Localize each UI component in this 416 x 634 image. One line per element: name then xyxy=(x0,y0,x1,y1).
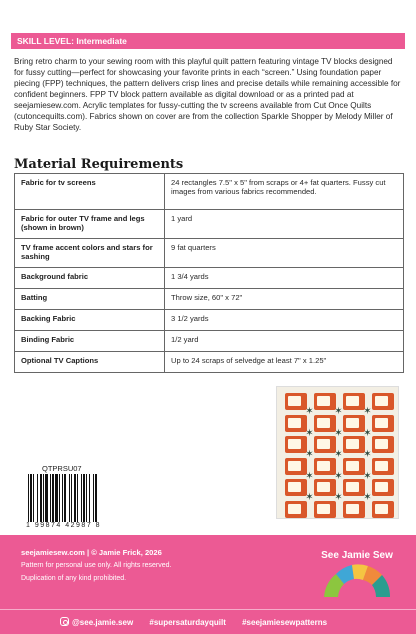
material-name: Fabric for outer TV frame and legs (shown in brown) xyxy=(15,210,165,239)
material-name: Batting xyxy=(15,289,165,310)
quilt-cover-image xyxy=(276,386,399,519)
footer-duplication-notice: Duplication of any kind prohibited. xyxy=(21,575,127,582)
barcode-bar xyxy=(50,474,51,522)
material-requirements-table xyxy=(14,173,404,373)
material-amount: Throw size, 60" x 72" xyxy=(165,289,404,310)
quilt-tv-block xyxy=(372,479,394,496)
quilt-star: ✶ xyxy=(305,427,314,439)
quilt-tv-block xyxy=(343,415,365,432)
quilt-star: ✶ xyxy=(334,449,343,460)
quilt-star: ✶ xyxy=(305,449,314,460)
barcode-bar xyxy=(74,474,76,522)
material-requirements-title: Material Requirements xyxy=(14,157,184,172)
quilt-tv-block xyxy=(372,393,394,410)
quilt-star: ✶ xyxy=(305,470,314,482)
footer-site-copyright: seejamiesew.com | © Jamie Frick, 2026 xyxy=(21,548,162,557)
quilt-tv-block xyxy=(372,458,394,475)
material-name: Binding Fabric xyxy=(15,331,165,352)
table-row xyxy=(15,310,404,331)
barcode-bar xyxy=(69,474,70,522)
quilt-tv-block xyxy=(372,501,394,518)
barcode-bar xyxy=(95,474,97,522)
material-amount: 9 fat quarters xyxy=(165,239,404,268)
quilt-star: ✶ xyxy=(363,470,372,482)
material-name: Optional TV Captions xyxy=(15,352,165,373)
material-name: Backing Fabric xyxy=(15,310,165,331)
table-row xyxy=(15,210,404,239)
quilt-star: ✶ xyxy=(334,427,343,439)
barcode-bar xyxy=(28,474,29,522)
barcode-bar xyxy=(81,474,82,522)
logo-wordmark: See Jamie Sew xyxy=(321,550,393,561)
quilt-star: ✶ xyxy=(334,470,343,482)
quilt-star: ✶ xyxy=(363,449,372,460)
quilt-star: ✶ xyxy=(305,492,314,503)
quilt-tv-block xyxy=(343,393,365,410)
material-name: Fabric for tv screens xyxy=(15,174,165,210)
quilt-star: ✶ xyxy=(334,406,343,417)
footer-divider xyxy=(0,609,416,610)
table-row xyxy=(15,352,404,373)
barcode-number: 1 99874 42987 8 xyxy=(26,522,102,529)
quilt-star: ✶ xyxy=(363,492,372,503)
instagram-handle[interactable]: @see.jamie.sew xyxy=(60,618,133,627)
barcode-bar xyxy=(83,474,85,522)
quilt-tv-block xyxy=(285,501,307,518)
quilt-tv-block xyxy=(314,479,336,496)
social-links xyxy=(60,617,341,627)
table-row xyxy=(15,289,404,310)
barcode-bar xyxy=(89,474,90,522)
table-row xyxy=(15,174,404,210)
quilt-star: ✶ xyxy=(363,406,372,417)
barcode-bar xyxy=(55,474,58,522)
barcode-bar xyxy=(43,474,44,522)
barcode-bar xyxy=(64,474,66,522)
quilt-tv-block xyxy=(314,393,336,410)
see-jamie-sew-logo xyxy=(316,544,398,599)
product-sku: QTPRSU07 xyxy=(42,464,82,473)
table-row xyxy=(15,268,404,289)
barcode-bar xyxy=(37,474,38,522)
quilt-star: ✶ xyxy=(363,427,372,439)
barcode-bar xyxy=(52,474,54,522)
barcode-bar xyxy=(62,474,63,522)
quilt-tv-block xyxy=(314,415,336,432)
quilt-star: ✶ xyxy=(305,406,314,417)
quilt-tv-block xyxy=(343,436,365,453)
skill-level-banner: SKILL LEVEL: Intermediate xyxy=(11,33,405,49)
barcode-bar xyxy=(93,474,94,522)
barcode-bar xyxy=(45,474,48,522)
material-name: TV frame accent colors and stars for sashing xyxy=(15,239,165,268)
barcode xyxy=(26,474,122,522)
material-amount: 1/2 yard xyxy=(165,331,404,352)
quilt-tv-block xyxy=(343,479,365,496)
barcode-bar xyxy=(71,474,72,522)
material-amount: Up to 24 scraps of selvedge at least 7" x 1.25" xyxy=(165,352,404,373)
material-amount: 1 3/4 yards xyxy=(165,268,404,289)
quilt-tv-block xyxy=(314,501,336,518)
quilt-tv-block xyxy=(314,458,336,475)
quilt-tv-block xyxy=(285,393,307,410)
quilt-star: ✶ xyxy=(334,492,343,503)
material-amount: 3 1/2 yards xyxy=(165,310,404,331)
table-row xyxy=(15,331,404,352)
quilt-tv-block xyxy=(285,458,307,475)
barcode-bar xyxy=(59,474,60,522)
barcode-bar xyxy=(77,474,78,522)
barcode-bar xyxy=(86,474,87,522)
quilt-tv-block xyxy=(285,479,307,496)
quilt-tv-block xyxy=(343,458,365,475)
barcode-bar xyxy=(30,474,32,522)
quilt-tv-block xyxy=(285,415,307,432)
hashtag-link[interactable]: #seejamiesewpatterns xyxy=(242,618,328,627)
barcode-bar xyxy=(40,474,42,522)
quilt-tv-block xyxy=(314,436,336,453)
quilt-tv-block xyxy=(285,436,307,453)
barcode-bar xyxy=(33,474,34,522)
pattern-description: Bring retro charm to your sewing room with this playful quilt pattern featuring vintage TV blocks designed for fussy cutting—perfect for showcasing your favorite prints in each “screen.” Using foundation paper piecing (FPP) techniques, the pattern delivers crisp lines and precise details while remaining accessible for confident beginners. FPP TV block pattern available as digital download or as a printed pad at seejamiesew.com. Acrylic templates for fussy-cutting the tv screens available from Cut Once Quilts (cutoncequilts.com). Fabrics shown on cover are from the collection Sparkle Shopper by Melody Miller of Ruby Star Society. xyxy=(14,57,401,132)
material-amount: 24 rectangles 7.5" x 5" from scraps or 4+ fat quarters. Fussy cut images from various fabrics recommended. xyxy=(165,174,404,210)
hashtag-link[interactable]: #supersaturdayquilt xyxy=(149,618,226,627)
instagram-icon xyxy=(60,617,69,626)
quilt-tv-block xyxy=(372,415,394,432)
material-amount: 1 yard xyxy=(165,210,404,239)
quilt-tv-block xyxy=(343,501,365,518)
quilt-tv-block xyxy=(372,436,394,453)
material-name: Background fabric xyxy=(15,268,165,289)
table-row xyxy=(15,239,404,268)
footer-usage-notice: Pattern for personal use only. All rights reserved. xyxy=(21,562,172,569)
